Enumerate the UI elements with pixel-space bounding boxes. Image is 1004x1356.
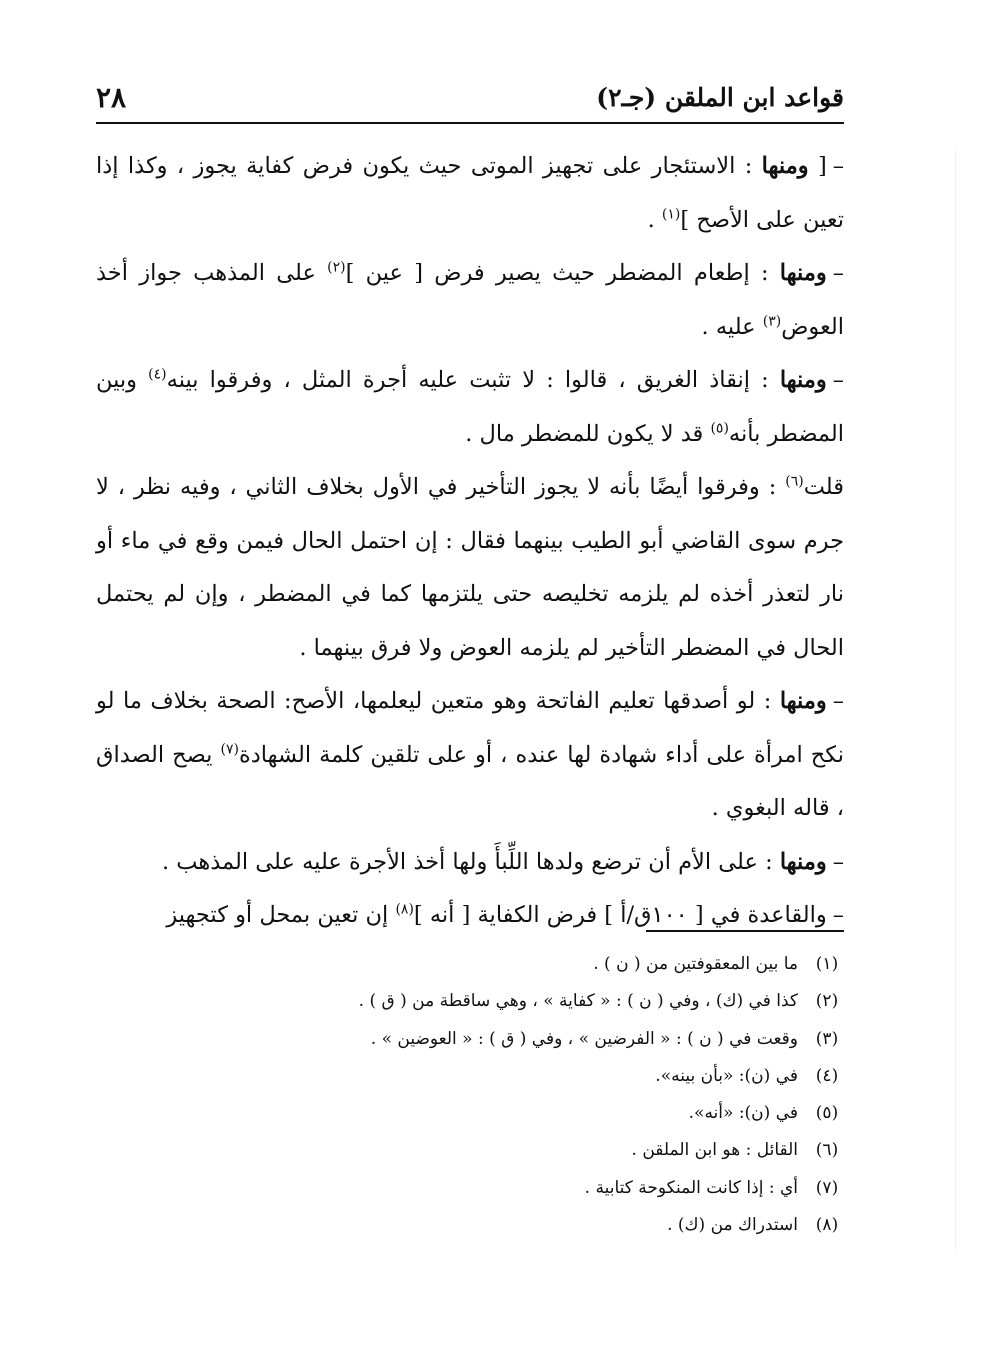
footnote-text: في (ن): «أنه». [688,1103,798,1124]
footnote-number: (٣) [815,1028,839,1049]
paragraph [96,140,844,247]
footnote-text: القائل : هو ابن الملقن . [631,1140,798,1161]
item-dash: – [832,153,844,179]
paragraph [96,836,844,890]
bold-keyword: ومنها [779,367,827,393]
item-dash: – [832,902,844,928]
footnotes [96,946,844,1244]
text-run: إن تعين بمحل أو كتجهيز [166,902,396,928]
text-run: : على الأم أن ترضع ولدها اللِّبأَ ولها أخذ الأجرة عليه على المذهب . [161,848,780,875]
footnote [96,1132,844,1169]
paragraph [96,675,844,836]
footnote-number: (٨) [815,1215,839,1236]
page-number: ٢٨ [96,80,127,114]
item-dash: – [832,688,844,714]
item-dash: – [832,367,845,393]
text-run: . [647,206,662,233]
paragraph [96,461,844,675]
paragraph [96,247,844,354]
footnote-ref: (٢) [327,259,346,276]
text-run: يصح الصداق ، قاله البغوي . [96,741,844,821]
footnote-ref: (٨) [395,901,414,918]
bold-keyword: ومنها [761,153,809,179]
text-run: : لو أصدقها تعليم الفاتحة وهو متعين ليعلمها، الأصح: الصحة بخلاف ما لو نكح امرأة على أداء شهادة لها عنده ، أو على تلقين كلمة الشهادة [96,688,844,768]
footnote-text: وقعت في ( ن ) : « الفرضين » ، وفي ( ق ) : « العوضين » . [370,1028,798,1049]
footnote [96,1021,844,1058]
footnote-ref: (١) [661,206,681,222]
footnote [96,1170,844,1207]
text-run: وبين المضطر بأنه [96,367,844,447]
text-run: والقاعدة في [ ١٠٠ق/أ ] فرض الكفاية [ أنه ] [413,902,827,928]
footnote [96,1095,844,1132]
footnote-separator [646,930,844,932]
text-run: على المذهب جواز أخذ العوض [96,260,844,340]
footnote-ref: (٤) [148,366,167,383]
text-run: عليه . [701,313,763,340]
footnote-ref: (٥) [710,420,729,436]
footnote-number: (٤) [815,1065,839,1086]
main-text [96,140,844,943]
text-run: قد لا يكون للمضطر مال . [465,420,711,447]
footnote [96,946,844,983]
bold-keyword: ومنها [779,260,827,286]
footnote-text: كذا في (ك) ، وفي ( ن ) : « كفاية » ، وهي ساقطة من ( ق ) . [358,991,798,1012]
header-rule [96,122,844,124]
text-run: قلت [803,474,844,500]
footnote-number: (٥) [815,1103,839,1124]
text-run: : إنقاذ الغريق ، قالوا : لا تثبت عليه أجرة المثل ، وفرقوا بينه [166,367,780,393]
footnote-number: (١) [815,954,839,974]
footnote-text: في (ن): «بأن بينه». [655,1065,798,1086]
footnote-text: أي : إذا كانت المنكوحة كتابية . [584,1177,798,1198]
footnote-ref: (٣) [762,313,782,329]
footnote-number: (٢) [815,991,839,1012]
footnote-ref: (٧) [220,741,239,757]
footnote-ref: (٦) [785,473,804,490]
footnote [96,983,844,1020]
text-run: [ [808,153,827,179]
footnote-number: (٦) [815,1140,839,1161]
item-dash: – [832,848,844,875]
text-run: : وفرقوا أيضًا بأنه لا يجوز التأخير في الأول بخلاف الثاني ، وفيه نظر ، لا جرم سوى القاضي أبو الطيب بينهما فقال : إن احتمل الحال فيمن وقع في ماء أو نار لتعذر أخذه لم يلزمه تخليصه حتى يلتزمها كما في المضطر ، وإن لم يحتمل الحال في المضطر التأخير لم يلزمه العوض ولا فرق بينهما . [96,474,844,661]
text-run: : الاستئجار على تجهيز الموتى حيث يكون فرض كفاية يجوز ، وكذا إذا تعين على الأصح ] [96,153,844,233]
paragraph [96,889,844,943]
scan-edge [955,150,956,1250]
footnote [96,1207,844,1244]
running-title: قواعد ابن الملقن (جـ٢) [596,82,844,112]
footnote [96,1058,844,1095]
footnote-number: (٧) [815,1177,839,1198]
bold-keyword: ومنها [779,688,827,714]
footnote-text: ما بين المعقوفتين من ( ن ) . [593,954,798,974]
page-header [96,74,844,120]
footnote-text: استدراك من (ك) . [667,1215,798,1236]
text-run: : إطعام المضطر حيث يصير فرض [ عين ] [345,260,780,286]
paragraph [96,354,844,461]
bold-keyword: ومنها [779,848,827,875]
item-dash: – [832,260,844,286]
